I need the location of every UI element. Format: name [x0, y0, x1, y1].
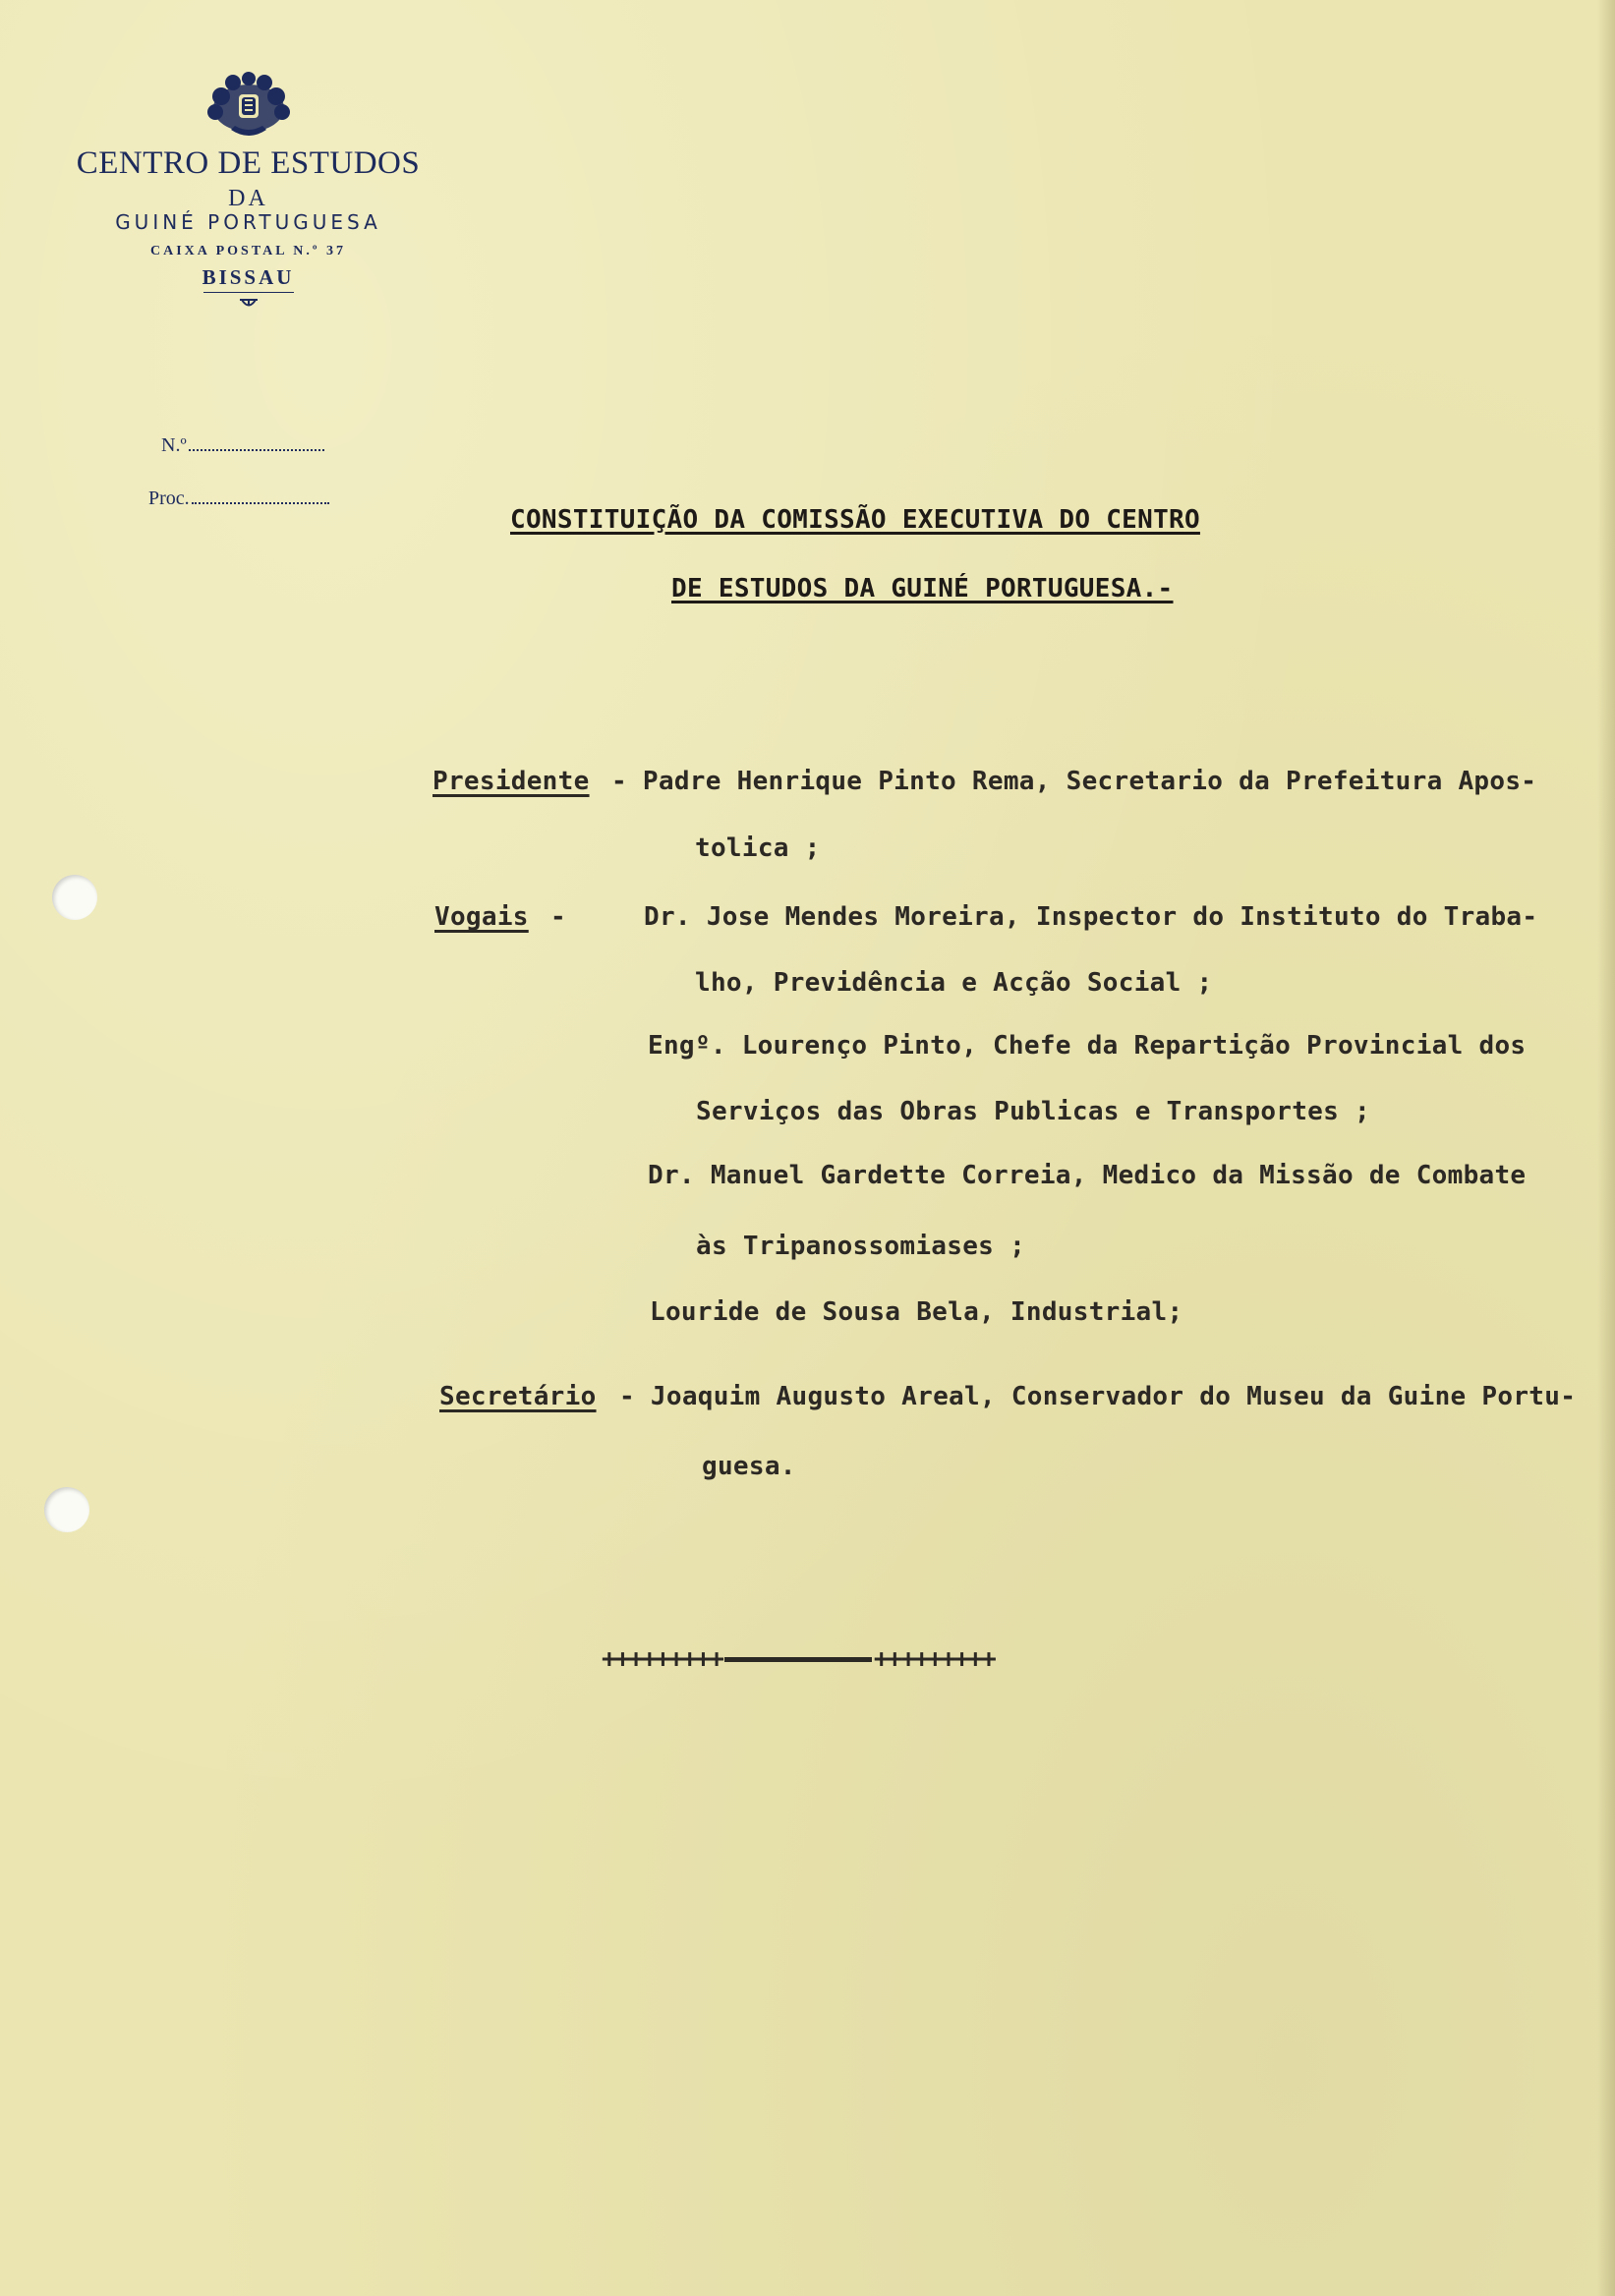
- secretary-role: Secretário: [439, 1382, 597, 1411]
- page-edge-shadow: [1597, 0, 1615, 2296]
- divider-left: +++++++++: [602, 1644, 722, 1674]
- title-line-1: CONSTITUIÇÃO DA COMISSÃO EXECUTIVA DO CENTRO: [510, 505, 1200, 535]
- vogal-3-line-1: Dr. Manuel Gardette Correia, Medico da Missão de Combate: [648, 1161, 1527, 1190]
- institution-region: GUINÉ PORTUGUESA: [115, 210, 381, 234]
- institution-name: CENTRO DE ESTUDOS: [76, 145, 421, 181]
- postal-address: CAIXA POSTAL N.º 37: [149, 244, 347, 258]
- vogal-1-line-1: Dr. Jose Mendes Moreira, Inspector do Instituto do Traba-: [644, 902, 1538, 932]
- city-name: BISSAU: [202, 265, 295, 289]
- process-field: [148, 488, 329, 510]
- divider-right: +++++++++: [873, 1644, 995, 1674]
- institution-da: DA: [228, 186, 268, 211]
- secretary-line-2: guesa.: [702, 1452, 796, 1481]
- crest-icon: [202, 69, 296, 140]
- divider-bar: [724, 1657, 872, 1662]
- title-line-2: DE ESTUDOS DA GUINÉ PORTUGUESA.-: [671, 574, 1174, 603]
- letterhead: [69, 69, 428, 316]
- number-label: N.º: [161, 434, 187, 456]
- vogal-2-line-1: Engº. Lourenço Pinto, Chefe da Repartição Provincial dos: [648, 1031, 1527, 1061]
- president-line-2: tolica ;: [695, 833, 821, 863]
- closing-divider: [602, 1644, 995, 1674]
- punch-hole: [44, 1487, 89, 1532]
- ornament-icon: [237, 297, 260, 311]
- president-role: Presidente: [433, 767, 590, 796]
- secretary-line-1: - Joaquim Augusto Areal, Conservador do Museu da Guine Portu-: [619, 1382, 1577, 1411]
- number-blank: [189, 445, 324, 451]
- vogal-3-line-2: às Tripanossomiases ;: [696, 1232, 1026, 1261]
- vogal-2-line-2: Serviços das Obras Publicas e Transportes ;: [696, 1097, 1370, 1126]
- letterhead-rule: [203, 292, 294, 293]
- process-blank: [192, 498, 329, 504]
- punch-hole: [52, 875, 97, 920]
- vogais-dash: -: [550, 902, 566, 932]
- vogal-4-line-1: Louride de Sousa Bela, Industrial;: [650, 1297, 1183, 1327]
- process-label: Proc.: [148, 488, 190, 509]
- vogais-role: Vogais: [434, 902, 529, 932]
- number-field: [161, 434, 324, 457]
- president-line-1: - Padre Henrique Pinto Rema, Secretario da Prefeitura Apos-: [611, 767, 1537, 796]
- vogal-1-line-2: lho, Previdência e Acção Social ;: [695, 968, 1213, 998]
